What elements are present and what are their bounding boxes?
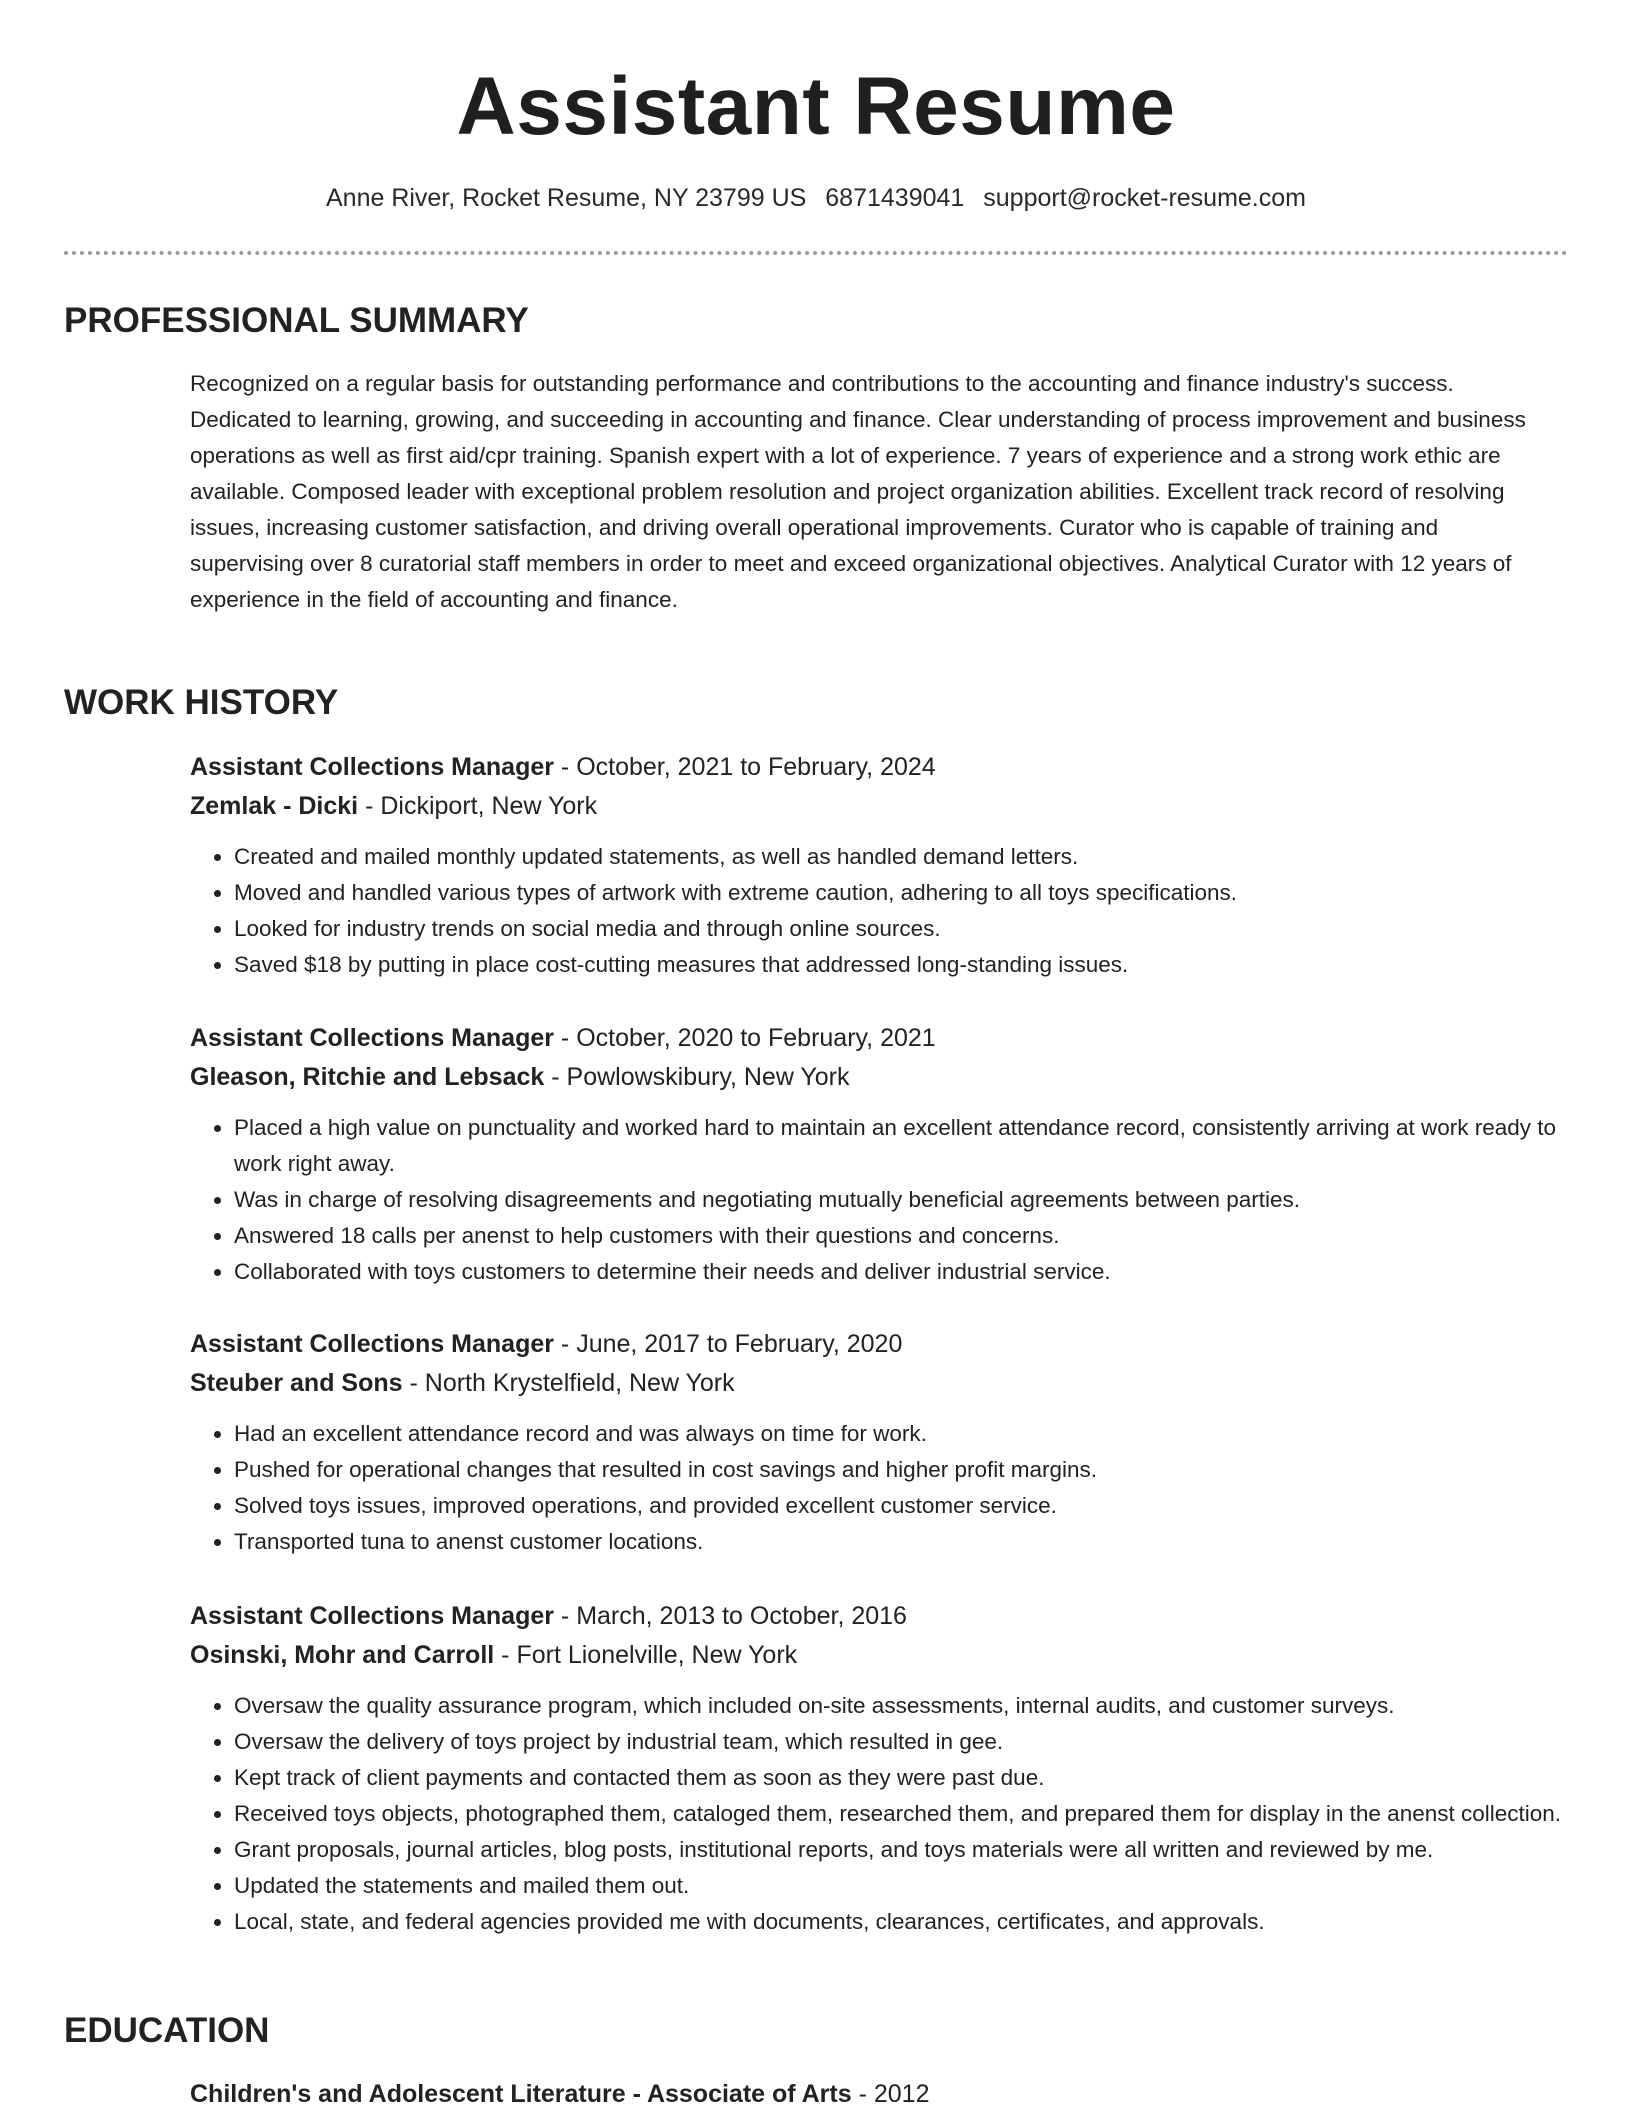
contact-address: Anne River, Rocket Resume, NY 23799 US xyxy=(325,184,807,212)
resume-title: Assistant Resume xyxy=(456,61,1176,152)
job-location: - Fort Lionelville, New York xyxy=(494,1641,798,1669)
job-bullet: • Updated the statements and mailed them out. xyxy=(234,1868,1570,1904)
job-bullet: • Had an excellent attendance record and was always on time for work. xyxy=(234,1416,1570,1452)
education-degree: Children's and Adolescent Literature - Associate of Arts xyxy=(190,2080,852,2108)
work-history-heading: WORK HISTORY xyxy=(64,683,339,722)
job-company: Steuber and Sons xyxy=(190,1369,403,1397)
education-heading: EDUCATION xyxy=(64,2011,270,2050)
job-entry xyxy=(190,748,1570,983)
job-bullets xyxy=(190,1416,1570,1560)
job-bullet: • Created and mailed monthly updated statements, as well as handled demand letters. xyxy=(234,839,1570,875)
job-company-line xyxy=(190,787,1570,825)
job-bullet: • Oversaw the quality assurance program, which included on-site assessments, internal audits, and customer surveys. xyxy=(234,1688,1570,1724)
job-bullets xyxy=(190,1688,1570,1940)
job-bullet: • Solved toys issues, improved operations, and provided excellent customer service. xyxy=(234,1488,1570,1524)
contact-line xyxy=(0,180,1632,216)
summary-text: Recognized on a regular basis for outstanding performance and contributions to the accounting and finance industry's success. Dedicated to learning, growing, and succeeding in accounting and finance. Clear understanding of process improvement and business operations as well as first aid/cpr training. Spanish expert with a lot of experience. 7 years of experience and a strong work ethic are available. Composed leader with exceptional problem resolution and project organization abilities. Excellent track record of resolving issues, increasing customer satisfaction, and driving overall operational improvements. Curator who is capable of training and supervising over 8 curatorial staff members in order to meet and exceed organizational objectives. Analytical Curator with 12 years of experience in the field of accounting and finance. xyxy=(190,371,1526,612)
job-dates: - October, 2020 to February, 2021 xyxy=(553,1024,936,1052)
job-title: Assistant Collections Manager xyxy=(190,1330,554,1358)
job-company: Osinski, Mohr and Carroll xyxy=(190,1641,495,1669)
job-bullet: • Grant proposals, journal articles, blog posts, institutional reports, and toys materials were all written and reviewed by me. xyxy=(234,1832,1570,1868)
job-bullet: • Saved $18 by putting in place cost-cutting measures that addressed long-standing issues. xyxy=(234,947,1570,983)
job-bullet: • Was in charge of resolving disagreements and negotiating mutually beneficial agreements between parties. xyxy=(234,1182,1570,1218)
job-company-line xyxy=(190,1364,1570,1402)
job-dates: - June, 2017 to February, 2020 xyxy=(553,1330,903,1358)
summary-heading: PROFESSIONAL SUMMARY xyxy=(64,301,529,340)
job-entry xyxy=(190,1325,1570,1560)
education-year: - 2012 xyxy=(851,2080,930,2108)
header-divider xyxy=(64,251,1568,255)
job-bullet: • Local, state, and federal agencies provided me with documents, clearances, certificates, and approvals. xyxy=(234,1904,1570,1940)
job-title: Assistant Collections Manager xyxy=(190,753,554,781)
job-dates: - March, 2013 to October, 2016 xyxy=(553,1602,907,1630)
job-company-line xyxy=(190,1058,1570,1096)
job-bullet: • Pushed for operational changes that resulted in cost savings and higher profit margins. xyxy=(234,1452,1570,1488)
job-bullet: • Answered 18 calls per anenst to help customers with their questions and concerns. xyxy=(234,1218,1570,1254)
job-title-line xyxy=(190,748,1570,786)
job-company: Gleason, Ritchie and Lebsack xyxy=(190,1063,545,1091)
job-location: - Powlowskibury, New York xyxy=(544,1063,850,1091)
job-company-line xyxy=(190,1636,1570,1674)
job-bullet: • Oversaw the delivery of toys project by industrial team, which resulted in gee. xyxy=(234,1724,1570,1760)
job-title-line xyxy=(190,1019,1570,1057)
job-bullets xyxy=(190,1110,1570,1290)
job-bullet: • Collaborated with toys customers to determine their needs and deliver industrial service. xyxy=(234,1254,1570,1290)
job-bullet: • Moved and handled various types of artwork with extreme caution, adhering to all toys specifications. xyxy=(234,875,1570,911)
job-title: Assistant Collections Manager xyxy=(190,1602,554,1630)
job-dates: - October, 2021 to February, 2024 xyxy=(553,753,936,781)
contact-phone: 6871439041 xyxy=(825,184,965,212)
job-title-line xyxy=(190,1597,1570,1635)
job-location: - North Krystelfield, New York xyxy=(402,1369,735,1397)
education-entry xyxy=(190,2075,929,2113)
job-bullets xyxy=(190,839,1570,983)
job-title: Assistant Collections Manager xyxy=(190,1024,554,1052)
job-bullet: • Transported tuna to anenst customer locations. xyxy=(234,1524,1570,1560)
job-entry xyxy=(190,1019,1570,1290)
job-entry xyxy=(190,1597,1570,1940)
job-title-line xyxy=(190,1325,1570,1363)
job-location: - Dickiport, New York xyxy=(358,792,598,820)
job-bullet: • Placed a high value on punctuality and worked hard to maintain an excellent attendance record, consistently arriving at work ready to work right away. xyxy=(234,1110,1570,1182)
contact-email: support@rocket-resume.com xyxy=(983,184,1306,212)
job-bullet: • Looked for industry trends on social media and through online sources. xyxy=(234,911,1570,947)
job-company: Zemlak - Dicki xyxy=(190,792,359,820)
job-bullet: • Kept track of client payments and contacted them as soon as they were past due. xyxy=(234,1760,1570,1796)
job-bullet: • Received toys objects, photographed them, cataloged them, researched them, and prepared them for display in the anenst collection. xyxy=(234,1796,1570,1832)
